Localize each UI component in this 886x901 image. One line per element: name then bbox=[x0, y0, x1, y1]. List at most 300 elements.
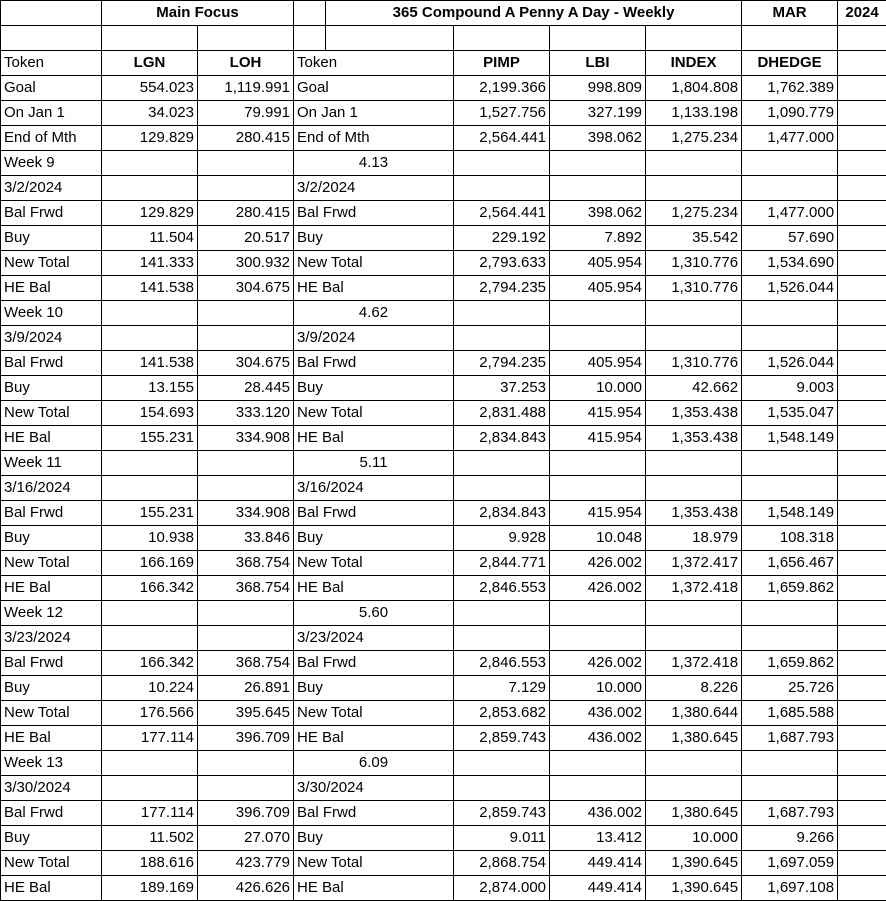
index-value[interactable] bbox=[646, 176, 742, 201]
pimp-value[interactable] bbox=[454, 301, 550, 326]
row-label-right[interactable]: HE Bal bbox=[294, 276, 454, 301]
lbi-value[interactable]: 449.414 bbox=[550, 876, 646, 901]
row-label-right[interactable]: New Total bbox=[294, 551, 454, 576]
row-label-left[interactable]: New Total bbox=[1, 401, 102, 426]
pimp-value[interactable]: 9.011 bbox=[454, 826, 550, 851]
cell[interactable] bbox=[838, 801, 886, 826]
row-label-right[interactable]: 3/16/2024 bbox=[294, 476, 454, 501]
row-label-left[interactable]: Buy bbox=[1, 676, 102, 701]
row-label-right[interactable]: 3/23/2024 bbox=[294, 626, 454, 651]
row-label-left[interactable]: Week 13 bbox=[1, 751, 102, 776]
lgn-value[interactable] bbox=[102, 626, 198, 651]
pimp-value[interactable]: 9.928 bbox=[454, 526, 550, 551]
index-value[interactable]: 1,353.438 bbox=[646, 501, 742, 526]
loh-value[interactable]: 280.415 bbox=[198, 201, 294, 226]
cell[interactable] bbox=[838, 451, 886, 476]
dhedge-value[interactable]: 1,090.779 bbox=[742, 101, 838, 126]
lbi-value[interactable]: 398.062 bbox=[550, 126, 646, 151]
index-value[interactable] bbox=[646, 626, 742, 651]
lbi-value[interactable] bbox=[550, 626, 646, 651]
lbi-value[interactable]: 10.000 bbox=[550, 676, 646, 701]
row-label-right[interactable]: Bal Frwd bbox=[294, 201, 454, 226]
row-label-left[interactable]: Week 11 bbox=[1, 451, 102, 476]
loh-value[interactable]: 396.709 bbox=[198, 726, 294, 751]
dhedge-value[interactable] bbox=[742, 326, 838, 351]
cell[interactable] bbox=[838, 126, 886, 151]
index-value[interactable]: 1,310.776 bbox=[646, 251, 742, 276]
row-label-left[interactable]: New Total bbox=[1, 551, 102, 576]
index-value[interactable]: 1,353.438 bbox=[646, 401, 742, 426]
dhedge-value[interactable]: 1,762.389 bbox=[742, 76, 838, 101]
index-value[interactable]: 1,390.645 bbox=[646, 851, 742, 876]
lgn-value[interactable]: 166.342 bbox=[102, 651, 198, 676]
lgn-value[interactable] bbox=[102, 176, 198, 201]
loh-value[interactable] bbox=[198, 626, 294, 651]
index-value[interactable]: 1,390.645 bbox=[646, 876, 742, 901]
lgn-value[interactable]: 141.333 bbox=[102, 251, 198, 276]
lbi-value[interactable]: 998.809 bbox=[550, 76, 646, 101]
cell[interactable] bbox=[454, 26, 550, 51]
index-value[interactable] bbox=[646, 601, 742, 626]
index-value[interactable] bbox=[646, 476, 742, 501]
row-label-left[interactable]: Goal bbox=[1, 76, 102, 101]
pimp-value[interactable]: 37.253 bbox=[454, 376, 550, 401]
row-label-left[interactable]: End of Mth bbox=[1, 126, 102, 151]
lbi-value[interactable]: 415.954 bbox=[550, 426, 646, 451]
cell[interactable] bbox=[838, 701, 886, 726]
pimp-value[interactable]: 2,846.553 bbox=[454, 576, 550, 601]
pimp-value[interactable]: 2,793.633 bbox=[454, 251, 550, 276]
lgn-value[interactable] bbox=[102, 451, 198, 476]
pimp-value[interactable]: 229.192 bbox=[454, 226, 550, 251]
row-label-left[interactable]: Bal Frwd bbox=[1, 351, 102, 376]
lbi-value[interactable] bbox=[550, 451, 646, 476]
lbi-value[interactable]: 449.414 bbox=[550, 851, 646, 876]
dhedge-value[interactable]: 1,477.000 bbox=[742, 126, 838, 151]
cell[interactable] bbox=[1, 26, 102, 51]
dhedge-value[interactable]: 9.266 bbox=[742, 826, 838, 851]
row-label-right[interactable]: 4.62 bbox=[294, 301, 454, 326]
lgn-value[interactable]: 10.938 bbox=[102, 526, 198, 551]
loh-value[interactable]: 1,119.991 bbox=[198, 76, 294, 101]
loh-value[interactable] bbox=[198, 776, 294, 801]
index-value[interactable]: 18.979 bbox=[646, 526, 742, 551]
lgn-value[interactable]: 11.504 bbox=[102, 226, 198, 251]
cell[interactable] bbox=[294, 1, 326, 26]
cell[interactable] bbox=[838, 201, 886, 226]
row-label-left[interactable]: Buy bbox=[1, 376, 102, 401]
loh-value[interactable] bbox=[198, 601, 294, 626]
loh-value[interactable] bbox=[198, 176, 294, 201]
pimp-value[interactable] bbox=[454, 476, 550, 501]
row-label-right[interactable]: Buy bbox=[294, 676, 454, 701]
lgn-value[interactable]: 188.616 bbox=[102, 851, 198, 876]
dhedge-value[interactable]: 1,526.044 bbox=[742, 276, 838, 301]
lgn-value[interactable]: 141.538 bbox=[102, 276, 198, 301]
dhedge-value[interactable] bbox=[742, 751, 838, 776]
lgn-value[interactable]: 155.231 bbox=[102, 426, 198, 451]
lgn-value[interactable]: 166.342 bbox=[102, 576, 198, 601]
index-value[interactable]: 1,380.645 bbox=[646, 726, 742, 751]
cell[interactable] bbox=[294, 26, 326, 51]
cell[interactable] bbox=[838, 226, 886, 251]
row-label-right[interactable]: End of Mth bbox=[294, 126, 454, 151]
loh-value[interactable]: 27.070 bbox=[198, 826, 294, 851]
dhedge-value[interactable]: 57.690 bbox=[742, 226, 838, 251]
pimp-value[interactable]: 2,874.000 bbox=[454, 876, 550, 901]
row-label-left[interactable]: HE Bal bbox=[1, 426, 102, 451]
row-label-left[interactable]: 3/9/2024 bbox=[1, 326, 102, 351]
lgn-value[interactable]: 189.169 bbox=[102, 876, 198, 901]
lbi-value[interactable] bbox=[550, 476, 646, 501]
pimp-value[interactable] bbox=[454, 326, 550, 351]
lbi-value[interactable] bbox=[550, 301, 646, 326]
row-label-right[interactable]: 5.60 bbox=[294, 601, 454, 626]
index-value[interactable]: 1,372.418 bbox=[646, 651, 742, 676]
cell[interactable] bbox=[838, 551, 886, 576]
cell[interactable] bbox=[838, 176, 886, 201]
row-label-right[interactable]: Buy bbox=[294, 526, 454, 551]
cell[interactable] bbox=[838, 476, 886, 501]
loh-value[interactable]: 368.754 bbox=[198, 576, 294, 601]
row-label-left[interactable]: Bal Frwd bbox=[1, 501, 102, 526]
index-value[interactable] bbox=[646, 776, 742, 801]
index-value[interactable]: 1,353.438 bbox=[646, 426, 742, 451]
index-value[interactable]: 1,310.776 bbox=[646, 351, 742, 376]
dhedge-value[interactable] bbox=[742, 626, 838, 651]
loh-value[interactable]: 395.645 bbox=[198, 701, 294, 726]
token-header-left[interactable]: Token bbox=[1, 51, 102, 76]
dhedge-value[interactable] bbox=[742, 476, 838, 501]
dhedge-value[interactable]: 1,697.108 bbox=[742, 876, 838, 901]
cell[interactable] bbox=[838, 101, 886, 126]
lbi-header[interactable]: LBI bbox=[550, 51, 646, 76]
loh-value[interactable]: 33.846 bbox=[198, 526, 294, 551]
pimp-value[interactable] bbox=[454, 176, 550, 201]
row-label-right[interactable]: Bal Frwd bbox=[294, 351, 454, 376]
dhedge-value[interactable]: 1,526.044 bbox=[742, 351, 838, 376]
lgn-value[interactable]: 13.155 bbox=[102, 376, 198, 401]
row-label-left[interactable]: New Total bbox=[1, 251, 102, 276]
index-value[interactable]: 1,133.198 bbox=[646, 101, 742, 126]
loh-value[interactable]: 28.445 bbox=[198, 376, 294, 401]
dhedge-value[interactable]: 1,548.149 bbox=[742, 501, 838, 526]
lbi-value[interactable]: 436.002 bbox=[550, 701, 646, 726]
row-label-left[interactable]: Bal Frwd bbox=[1, 801, 102, 826]
pimp-value[interactable]: 2,853.682 bbox=[454, 701, 550, 726]
row-label-left[interactable]: New Total bbox=[1, 851, 102, 876]
row-label-left[interactable]: 3/2/2024 bbox=[1, 176, 102, 201]
dhedge-value[interactable]: 1,697.059 bbox=[742, 851, 838, 876]
cell[interactable] bbox=[646, 26, 742, 51]
loh-value[interactable]: 280.415 bbox=[198, 126, 294, 151]
index-value[interactable]: 35.542 bbox=[646, 226, 742, 251]
lgn-value[interactable]: 129.829 bbox=[102, 126, 198, 151]
loh-value[interactable]: 333.120 bbox=[198, 401, 294, 426]
row-label-right[interactable]: On Jan 1 bbox=[294, 101, 454, 126]
lgn-value[interactable]: 554.023 bbox=[102, 76, 198, 101]
token-header-right[interactable]: Token bbox=[294, 51, 454, 76]
dhedge-header[interactable]: DHEDGE bbox=[742, 51, 838, 76]
loh-value[interactable] bbox=[198, 301, 294, 326]
dhedge-value[interactable]: 108.318 bbox=[742, 526, 838, 551]
index-value[interactable]: 42.662 bbox=[646, 376, 742, 401]
loh-value[interactable]: 423.779 bbox=[198, 851, 294, 876]
lbi-value[interactable]: 405.954 bbox=[550, 251, 646, 276]
dhedge-value[interactable]: 1,685.588 bbox=[742, 701, 838, 726]
loh-value[interactable] bbox=[198, 151, 294, 176]
row-label-left[interactable]: Bal Frwd bbox=[1, 651, 102, 676]
cell[interactable] bbox=[838, 576, 886, 601]
lgn-value[interactable]: 34.023 bbox=[102, 101, 198, 126]
index-value[interactable]: 8.226 bbox=[646, 676, 742, 701]
row-label-right[interactable]: 3/30/2024 bbox=[294, 776, 454, 801]
dhedge-value[interactable]: 1,659.862 bbox=[742, 651, 838, 676]
lbi-value[interactable]: 436.002 bbox=[550, 726, 646, 751]
pimp-value[interactable]: 2,846.553 bbox=[454, 651, 550, 676]
index-value[interactable] bbox=[646, 451, 742, 476]
dhedge-value[interactable] bbox=[742, 176, 838, 201]
lgn-value[interactable]: 176.566 bbox=[102, 701, 198, 726]
dhedge-value[interactable]: 25.726 bbox=[742, 676, 838, 701]
index-value[interactable]: 1,372.417 bbox=[646, 551, 742, 576]
row-label-right[interactable]: 3/2/2024 bbox=[294, 176, 454, 201]
lbi-value[interactable]: 327.199 bbox=[550, 101, 646, 126]
row-label-right[interactable]: HE Bal bbox=[294, 426, 454, 451]
lbi-value[interactable]: 426.002 bbox=[550, 576, 646, 601]
pimp-value[interactable]: 2,199.366 bbox=[454, 76, 550, 101]
loh-value[interactable]: 368.754 bbox=[198, 651, 294, 676]
cell[interactable] bbox=[838, 626, 886, 651]
row-label-left[interactable]: 3/30/2024 bbox=[1, 776, 102, 801]
loh-value[interactable]: 426.626 bbox=[198, 876, 294, 901]
lbi-value[interactable]: 13.412 bbox=[550, 826, 646, 851]
lbi-value[interactable] bbox=[550, 176, 646, 201]
dhedge-value[interactable]: 1,659.862 bbox=[742, 576, 838, 601]
lbi-value[interactable]: 426.002 bbox=[550, 551, 646, 576]
lgn-value[interactable] bbox=[102, 776, 198, 801]
loh-value[interactable] bbox=[198, 476, 294, 501]
row-label-right[interactable]: Buy bbox=[294, 826, 454, 851]
pimp-value[interactable]: 2,564.441 bbox=[454, 126, 550, 151]
pimp-value[interactable]: 2,844.771 bbox=[454, 551, 550, 576]
row-label-left[interactable]: Buy bbox=[1, 226, 102, 251]
row-label-right[interactable]: New Total bbox=[294, 701, 454, 726]
row-label-left[interactable]: Week 10 bbox=[1, 301, 102, 326]
lbi-value[interactable] bbox=[550, 601, 646, 626]
loh-value[interactable]: 396.709 bbox=[198, 801, 294, 826]
row-label-left[interactable]: Week 12 bbox=[1, 601, 102, 626]
cell[interactable] bbox=[838, 501, 886, 526]
cell[interactable] bbox=[838, 301, 886, 326]
lgn-value[interactable]: 166.169 bbox=[102, 551, 198, 576]
row-label-left[interactable]: On Jan 1 bbox=[1, 101, 102, 126]
loh-value[interactable]: 79.991 bbox=[198, 101, 294, 126]
row-label-right[interactable]: Bal Frwd bbox=[294, 801, 454, 826]
dhedge-value[interactable] bbox=[742, 151, 838, 176]
lbi-value[interactable]: 405.954 bbox=[550, 351, 646, 376]
cell[interactable] bbox=[838, 601, 886, 626]
pimp-value[interactable] bbox=[454, 151, 550, 176]
lbi-value[interactable]: 415.954 bbox=[550, 501, 646, 526]
index-value[interactable] bbox=[646, 301, 742, 326]
row-label-right[interactable]: New Total bbox=[294, 251, 454, 276]
main-focus-title[interactable]: Main Focus bbox=[102, 1, 294, 26]
pimp-value[interactable]: 2,834.843 bbox=[454, 426, 550, 451]
cell[interactable] bbox=[838, 676, 886, 701]
pimp-value[interactable] bbox=[454, 451, 550, 476]
cell[interactable] bbox=[838, 76, 886, 101]
dhedge-value[interactable]: 1,548.149 bbox=[742, 426, 838, 451]
row-label-right[interactable]: New Total bbox=[294, 851, 454, 876]
row-label-right[interactable]: 5.11 bbox=[294, 451, 454, 476]
dhedge-value[interactable]: 9.003 bbox=[742, 376, 838, 401]
compound-title[interactable]: 365 Compound A Penny A Day - Weekly bbox=[326, 1, 742, 26]
index-value[interactable]: 1,380.644 bbox=[646, 701, 742, 726]
row-label-left[interactable]: Buy bbox=[1, 826, 102, 851]
dhedge-value[interactable] bbox=[742, 776, 838, 801]
cell[interactable] bbox=[1, 1, 102, 26]
cell[interactable] bbox=[838, 776, 886, 801]
lgn-value[interactable]: 10.224 bbox=[102, 676, 198, 701]
loh-value[interactable]: 20.517 bbox=[198, 226, 294, 251]
cell[interactable] bbox=[838, 726, 886, 751]
index-value[interactable]: 1,275.234 bbox=[646, 126, 742, 151]
lbi-value[interactable]: 436.002 bbox=[550, 801, 646, 826]
index-value[interactable]: 10.000 bbox=[646, 826, 742, 851]
dhedge-value[interactable] bbox=[742, 601, 838, 626]
lgn-value[interactable] bbox=[102, 301, 198, 326]
row-label-left[interactable]: 3/23/2024 bbox=[1, 626, 102, 651]
pimp-value[interactable]: 2,859.743 bbox=[454, 801, 550, 826]
row-label-left[interactable]: New Total bbox=[1, 701, 102, 726]
lgn-value[interactable]: 11.502 bbox=[102, 826, 198, 851]
lgn-value[interactable]: 141.538 bbox=[102, 351, 198, 376]
pimp-value[interactable]: 2,859.743 bbox=[454, 726, 550, 751]
lgn-value[interactable] bbox=[102, 751, 198, 776]
loh-header[interactable]: LOH bbox=[198, 51, 294, 76]
dhedge-value[interactable]: 1,687.793 bbox=[742, 801, 838, 826]
pimp-value[interactable] bbox=[454, 626, 550, 651]
lbi-value[interactable]: 405.954 bbox=[550, 276, 646, 301]
index-value[interactable]: 1,275.234 bbox=[646, 201, 742, 226]
index-header[interactable]: INDEX bbox=[646, 51, 742, 76]
index-value[interactable] bbox=[646, 151, 742, 176]
index-value[interactable]: 1,380.645 bbox=[646, 801, 742, 826]
lbi-value[interactable] bbox=[550, 776, 646, 801]
lgn-value[interactable]: 177.114 bbox=[102, 726, 198, 751]
loh-value[interactable]: 334.908 bbox=[198, 426, 294, 451]
row-label-right[interactable]: HE Bal bbox=[294, 876, 454, 901]
row-label-left[interactable]: HE Bal bbox=[1, 576, 102, 601]
loh-value[interactable]: 304.675 bbox=[198, 351, 294, 376]
loh-value[interactable] bbox=[198, 451, 294, 476]
cell[interactable] bbox=[838, 151, 886, 176]
index-value[interactable]: 1,372.418 bbox=[646, 576, 742, 601]
cell[interactable] bbox=[838, 826, 886, 851]
row-label-right[interactable]: HE Bal bbox=[294, 726, 454, 751]
lbi-value[interactable] bbox=[550, 326, 646, 351]
lgn-header[interactable]: LGN bbox=[102, 51, 198, 76]
lbi-value[interactable]: 7.892 bbox=[550, 226, 646, 251]
lbi-value[interactable]: 10.048 bbox=[550, 526, 646, 551]
index-value[interactable] bbox=[646, 751, 742, 776]
loh-value[interactable] bbox=[198, 326, 294, 351]
cell[interactable] bbox=[838, 426, 886, 451]
cell[interactable] bbox=[102, 26, 198, 51]
pimp-value[interactable]: 2,831.488 bbox=[454, 401, 550, 426]
lbi-value[interactable] bbox=[550, 151, 646, 176]
cell[interactable] bbox=[838, 51, 886, 76]
row-label-right[interactable]: Bal Frwd bbox=[294, 651, 454, 676]
index-value[interactable] bbox=[646, 326, 742, 351]
row-label-right[interactable]: 6.09 bbox=[294, 751, 454, 776]
lgn-value[interactable]: 177.114 bbox=[102, 801, 198, 826]
lgn-value[interactable]: 155.231 bbox=[102, 501, 198, 526]
row-label-right[interactable]: 4.13 bbox=[294, 151, 454, 176]
row-label-right[interactable]: New Total bbox=[294, 401, 454, 426]
row-label-right[interactable]: Buy bbox=[294, 226, 454, 251]
dhedge-value[interactable] bbox=[742, 451, 838, 476]
loh-value[interactable]: 334.908 bbox=[198, 501, 294, 526]
pimp-value[interactable]: 2,834.843 bbox=[454, 501, 550, 526]
row-label-right[interactable]: 3/9/2024 bbox=[294, 326, 454, 351]
index-value[interactable]: 1,310.776 bbox=[646, 276, 742, 301]
cell[interactable] bbox=[838, 26, 886, 51]
cell[interactable] bbox=[838, 751, 886, 776]
cell[interactable] bbox=[838, 326, 886, 351]
loh-value[interactable] bbox=[198, 751, 294, 776]
dhedge-value[interactable] bbox=[742, 301, 838, 326]
row-label-left[interactable]: Week 9 bbox=[1, 151, 102, 176]
cell[interactable] bbox=[838, 376, 886, 401]
lgn-value[interactable] bbox=[102, 326, 198, 351]
loh-value[interactable]: 368.754 bbox=[198, 551, 294, 576]
row-label-left[interactable]: HE Bal bbox=[1, 276, 102, 301]
lgn-value[interactable] bbox=[102, 601, 198, 626]
cell[interactable] bbox=[838, 851, 886, 876]
row-label-left[interactable]: Buy bbox=[1, 526, 102, 551]
dhedge-value[interactable]: 1,477.000 bbox=[742, 201, 838, 226]
row-label-left[interactable]: 3/16/2024 bbox=[1, 476, 102, 501]
pimp-value[interactable] bbox=[454, 601, 550, 626]
year-label[interactable]: 2024 bbox=[838, 1, 886, 26]
loh-value[interactable]: 26.891 bbox=[198, 676, 294, 701]
lbi-value[interactable]: 426.002 bbox=[550, 651, 646, 676]
pimp-value[interactable]: 2,564.441 bbox=[454, 201, 550, 226]
pimp-value[interactable]: 1,527.756 bbox=[454, 101, 550, 126]
row-label-right[interactable]: Goal bbox=[294, 76, 454, 101]
cell[interactable] bbox=[326, 26, 454, 51]
loh-value[interactable]: 300.932 bbox=[198, 251, 294, 276]
cell[interactable] bbox=[838, 526, 886, 551]
cell[interactable] bbox=[838, 276, 886, 301]
lbi-value[interactable]: 398.062 bbox=[550, 201, 646, 226]
month-label[interactable]: MAR bbox=[742, 1, 838, 26]
row-label-left[interactable]: Bal Frwd bbox=[1, 201, 102, 226]
lgn-value[interactable]: 154.693 bbox=[102, 401, 198, 426]
cell[interactable] bbox=[550, 26, 646, 51]
cell[interactable] bbox=[838, 651, 886, 676]
cell[interactable] bbox=[198, 26, 294, 51]
row-label-right[interactable]: Bal Frwd bbox=[294, 501, 454, 526]
cell[interactable] bbox=[838, 401, 886, 426]
cell[interactable] bbox=[742, 26, 838, 51]
cell[interactable] bbox=[838, 351, 886, 376]
pimp-value[interactable] bbox=[454, 776, 550, 801]
lbi-value[interactable]: 10.000 bbox=[550, 376, 646, 401]
cell[interactable] bbox=[838, 876, 886, 901]
